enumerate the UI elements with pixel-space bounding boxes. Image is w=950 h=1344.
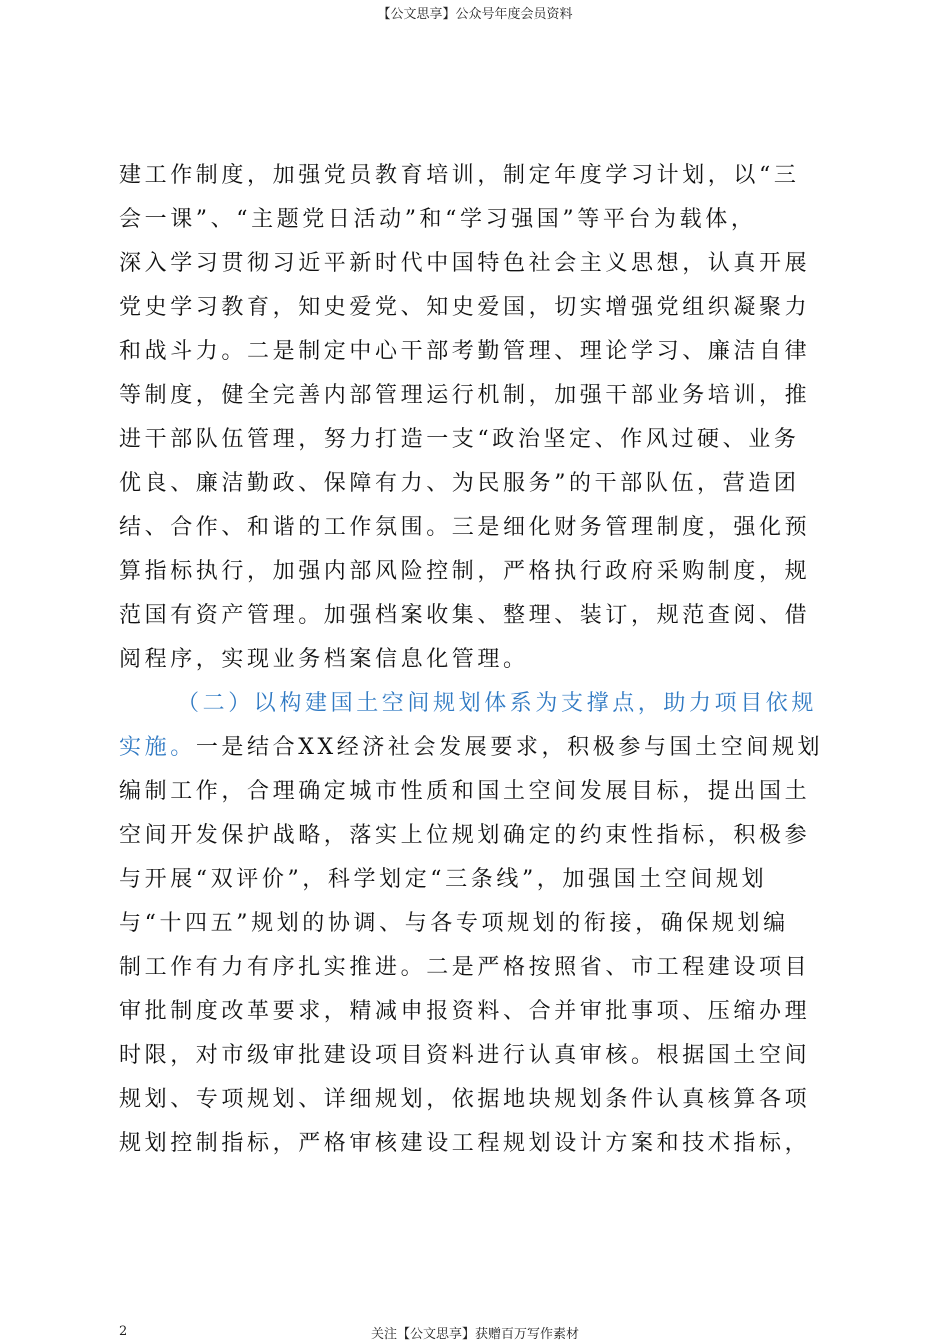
body-line: 阅程序，实现业务档案信息化管理。: [119, 647, 529, 672]
body-line: 会一课”、“主题党日活动”和“学习强国”等平台为载体，: [119, 207, 757, 232]
body-line: 结、合作、和谐的工作氛围。三是细化财务管理制度，强化预: [119, 515, 811, 540]
body-line: 审批制度改革要求，精减申报资料、合并审批事项、压缩办理: [119, 999, 811, 1024]
body-line: 空间开发保护战略，落实上位规划确定的约束性指标，积极参: [119, 823, 811, 848]
page-number: 2: [119, 1324, 128, 1339]
body-line: 优良、廉洁勤政、保障有力、为民服务”的干部队伍，营造团: [119, 471, 800, 496]
body-line: 深入学习贯彻习近平新时代中国特色社会主义思想，认真开展: [119, 251, 811, 276]
section-heading-end: 实施。: [119, 735, 196, 760]
body-line: 等制度，健全完善内部管理运行机制，加强干部业务培训，推: [119, 383, 811, 408]
body-line: 和战斗力。二是制定中心干部考勤管理、理论学习、廉洁自律: [119, 339, 811, 364]
body-line: 与开展“双评价”，科学划定“三条线”，加强国土空间规划: [119, 867, 768, 892]
page-header: 【公文思享】公众号年度会员资料: [377, 7, 573, 22]
body-line: 范国有资产管理。加强档案收集、整理、装订，规范查阅、借: [119, 603, 811, 628]
body-line: 与“十四五”规划的协调、与各专项规划的衔接，确保规划编: [119, 911, 789, 936]
body-line: 算指标执行，加强内部风险控制，严格执行政府采购制度，规: [119, 559, 811, 584]
body-line: 党史学习教育，知史爱党、知史爱国，切实增强党组织凝聚力: [119, 295, 811, 320]
page-footer: 关注【公文思享】获赠百万写作素材: [370, 1327, 579, 1342]
section-heading: （二）以构建国土空间规划体系为支撑点，助力项目依规: [177, 691, 818, 716]
body-line: 建工作制度，加强党员教育培训，制定年度学习计划，以“三: [119, 163, 800, 188]
body-line: 规划控制指标，严格审核建设工程规划设计方案和技术指标，: [119, 1131, 811, 1156]
body-line: 进干部队伍管理，努力打造一支“政治坚定、作风过硬、业务: [119, 427, 800, 452]
section-heading-line: [119, 682, 831, 726]
body-text: 一是结合XX经济社会发展要求，积极参与国土空间规划: [195, 735, 824, 760]
body-line: 时限，对市级审批建设项目资料进行认真审核。根据国土空间: [119, 1043, 811, 1068]
body-line: [119, 726, 831, 770]
document-body: [119, 154, 831, 1166]
body-line: 制工作有力有序扎实推进。二是严格按照省、市工程建设项目: [119, 955, 811, 980]
body-line: 规划、专项规划、详细规划，依据地块规划条件认真核算各项: [119, 1087, 811, 1112]
body-line: 编制工作，合理确定城市性质和国土空间发展目标，提出国土: [119, 779, 811, 804]
